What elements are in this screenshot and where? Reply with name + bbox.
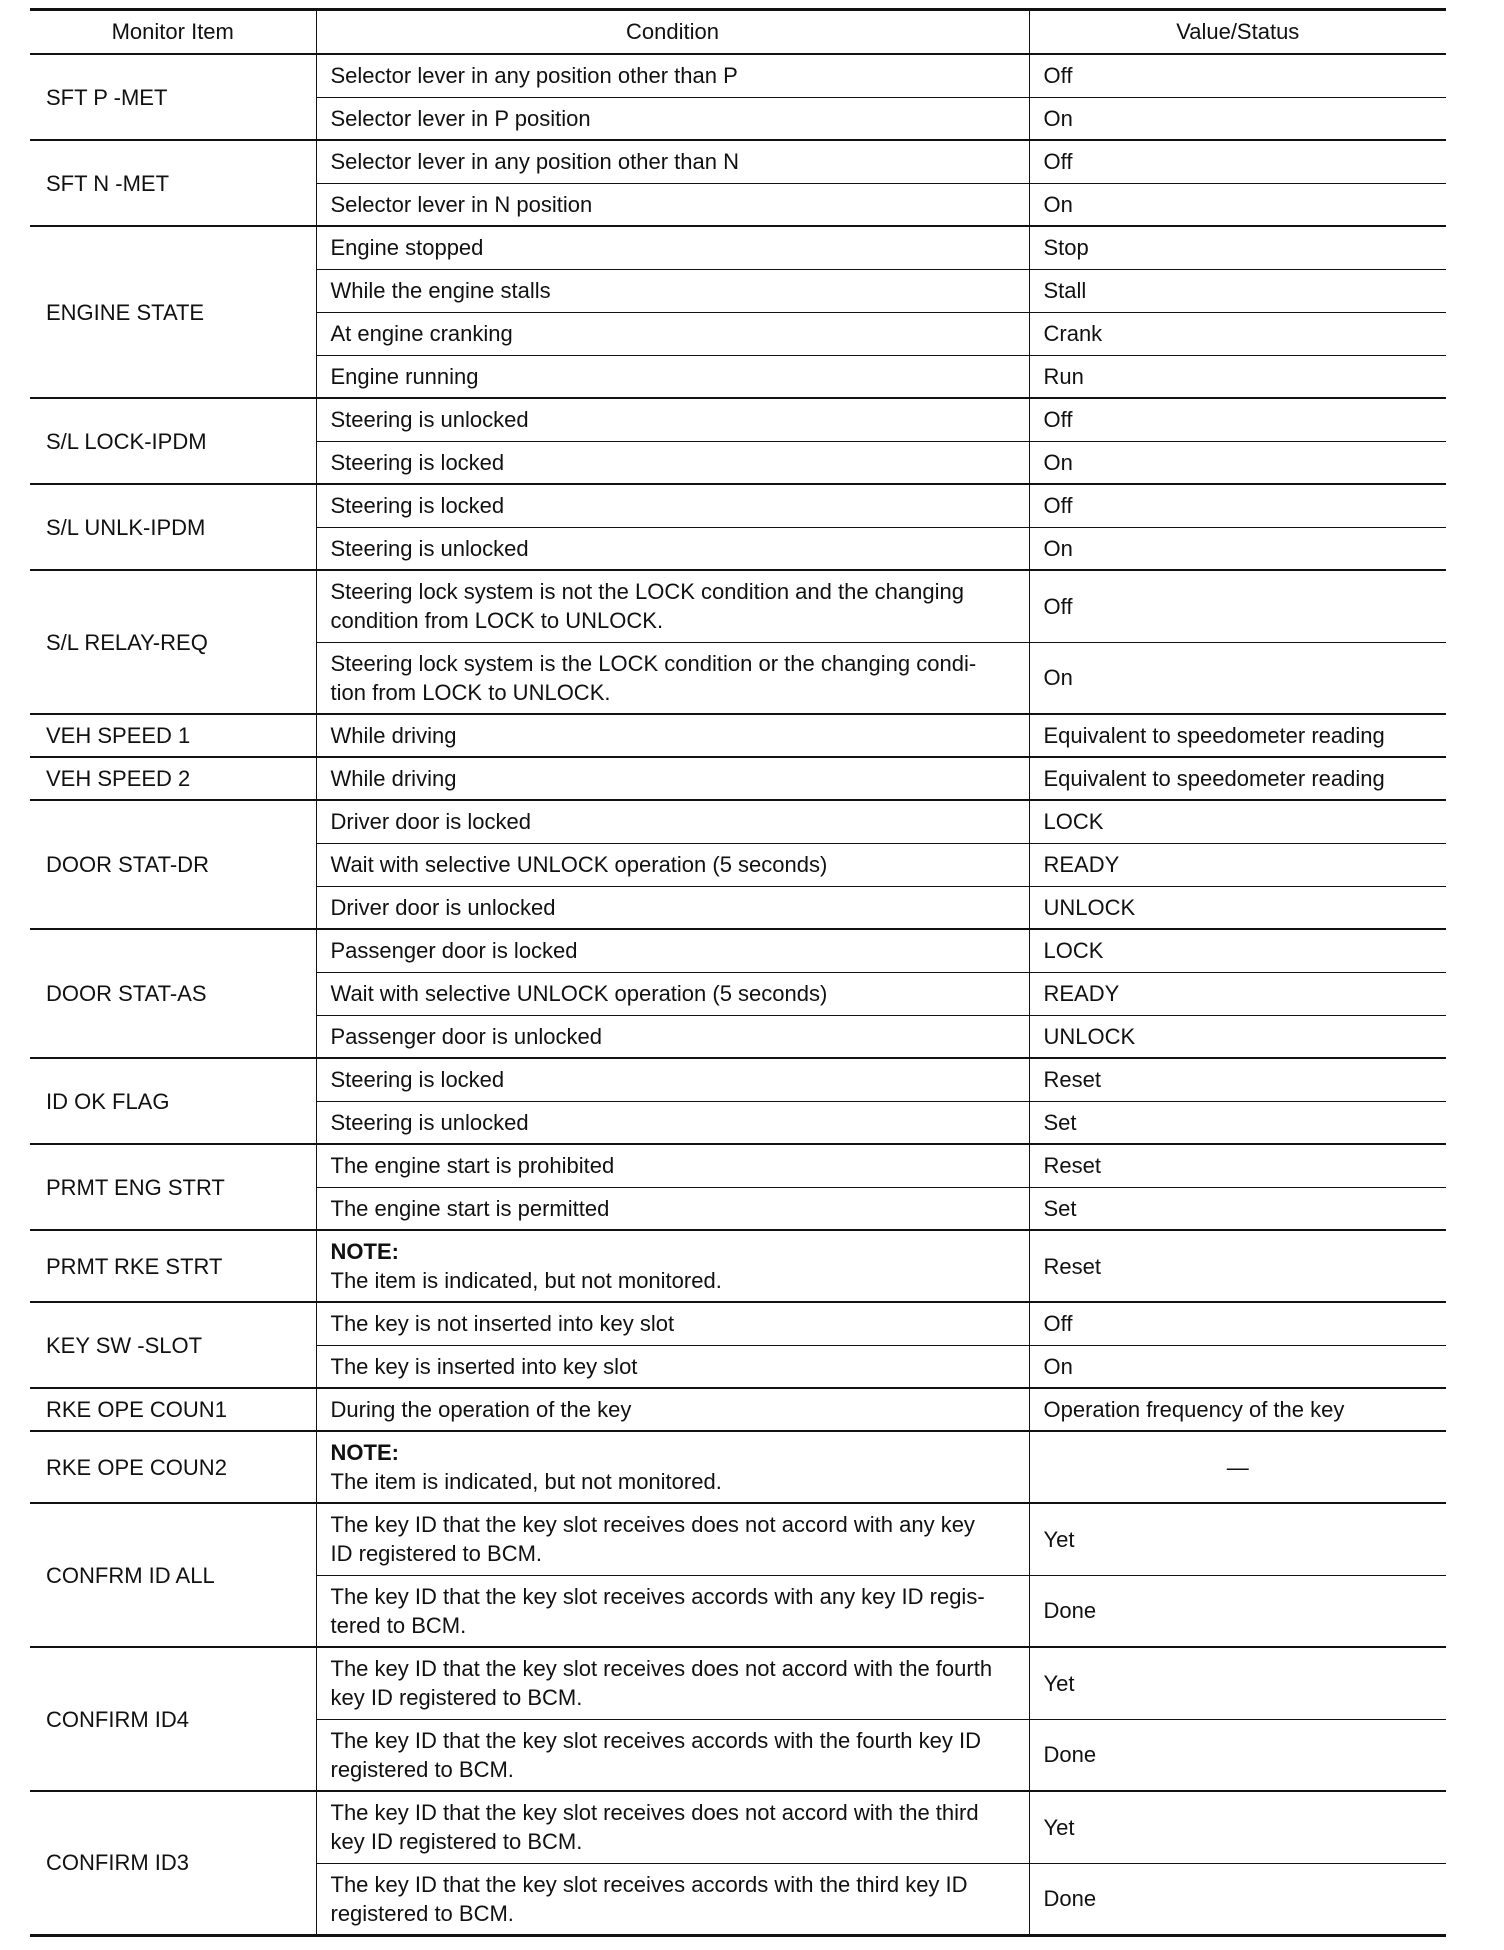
condition-cell (316, 972, 1029, 1015)
monitor-item-cell: VEH SPEED 2 (30, 757, 316, 800)
monitor-item-cell: DOOR STAT-AS (30, 929, 316, 1058)
value-status-cell: UNLOCK (1029, 1015, 1446, 1058)
condition-cell (316, 1575, 1029, 1647)
monitor-item-cell: ENGINE STATE (30, 226, 316, 398)
condition-text: Driver door is locked (330, 809, 532, 835)
condition-cell (316, 269, 1029, 312)
condition-cell (316, 1230, 1029, 1302)
condition-cell (316, 1015, 1029, 1058)
condition-cell (316, 97, 1029, 140)
condition-text: Selector lever in any position other than P (330, 63, 738, 89)
condition-cell (316, 54, 1029, 97)
monitor-item-cell: CONFIRM ID3 (30, 1791, 316, 1935)
table-row (30, 1230, 1446, 1302)
header-condition: Condition (316, 10, 1029, 55)
value-status-cell: Reset (1029, 1230, 1446, 1302)
value-status-cell: Yet (1029, 1791, 1446, 1863)
table-row (30, 1302, 1446, 1345)
value-status-cell: Stall (1029, 269, 1446, 312)
condition-text: Steering is unlocked (330, 1109, 529, 1135)
condition-cell (316, 1302, 1029, 1345)
value-status-cell: Set (1029, 1187, 1446, 1230)
condition-cell (316, 800, 1029, 843)
condition-text: The key ID that the key slot receives accords with the fourth key ID registered to BCM. (330, 1727, 982, 1782)
monitor-item-cell: S/L RELAY-REQ (30, 570, 316, 714)
condition-text: The key ID that the key slot receives does not accord with any key ID registered to BCM. (330, 1512, 975, 1567)
table-row (30, 1647, 1446, 1719)
condition-text: The key ID that the key slot receives does not accord with the third key ID registered to BCM. (330, 1800, 979, 1855)
condition-text: The key is inserted into key slot (330, 1353, 638, 1379)
condition-cell (316, 398, 1029, 441)
condition-text: Steering is locked (330, 493, 505, 519)
table-row (30, 226, 1446, 269)
condition-text: Passenger door is locked (330, 938, 578, 964)
value-status-cell: Reset (1029, 1144, 1446, 1187)
condition-cell (316, 484, 1029, 527)
condition-text: While driving (330, 723, 457, 748)
condition-text: Steering is unlocked (330, 535, 529, 561)
condition-text: While the engine stalls (330, 278, 551, 303)
value-status-cell: Equivalent to speedometer reading (1029, 757, 1446, 800)
value-status-cell: Stop (1029, 226, 1446, 269)
value-status-cell: On (1029, 1345, 1446, 1388)
header-row (30, 10, 1446, 55)
condition-text: Steering lock system is not the LOCK condition and the changing condition from LOCK to UNLOCK. (330, 579, 964, 634)
condition-text: During the operation of the key (330, 1397, 632, 1422)
condition-cell (316, 355, 1029, 398)
condition-cell (316, 757, 1029, 800)
value-status-cell: Off (1029, 398, 1446, 441)
condition-text: The key ID that the key slot receives does not accord with the fourth key ID registered to BCM. (330, 1656, 993, 1711)
condition-text: The engine start is prohibited (330, 1153, 615, 1179)
monitor-item-cell: S/L UNLK-IPDM (30, 484, 316, 570)
table-row (30, 929, 1446, 972)
table-body (30, 54, 1446, 1935)
value-status-cell: Done (1029, 1719, 1446, 1791)
condition-text: While driving (330, 766, 457, 791)
condition-cell (316, 140, 1029, 183)
value-status-cell: LOCK (1029, 929, 1446, 972)
monitor-item-cell: VEH SPEED 1 (30, 714, 316, 757)
condition-cell (316, 929, 1029, 972)
monitor-item-cell: SFT N -MET (30, 140, 316, 226)
condition-text: Steering is locked (330, 449, 505, 475)
condition-cell (316, 1863, 1029, 1935)
table-row (30, 1791, 1446, 1863)
condition-text: At engine cranking (330, 321, 513, 346)
value-status-cell: Off (1029, 570, 1446, 642)
condition-cell (316, 714, 1029, 757)
condition-cell (316, 886, 1029, 929)
condition-cell (316, 1647, 1029, 1719)
condition-text: The key ID that the key slot receives accords with the third key ID registered to BCM. (330, 1871, 968, 1926)
condition-cell (316, 642, 1029, 714)
monitor-item-cell: DOOR STAT-DR (30, 800, 316, 929)
value-status-cell: Off (1029, 140, 1446, 183)
value-status-cell: — (1029, 1431, 1446, 1503)
value-status-cell: On (1029, 183, 1446, 226)
condition-text: Wait with selective UNLOCK operation (5 seconds) (330, 852, 828, 877)
value-status-cell: READY (1029, 972, 1446, 1015)
condition-text: Wait with selective UNLOCK operation (5 seconds) (330, 981, 828, 1006)
value-status-cell: LOCK (1029, 800, 1446, 843)
value-status-cell: Crank (1029, 312, 1446, 355)
table-row (30, 1144, 1446, 1187)
table-row (30, 398, 1446, 441)
condition-text: The key is not inserted into key slot (330, 1311, 675, 1337)
condition-cell (316, 183, 1029, 226)
table-row (30, 54, 1446, 97)
condition-cell (316, 441, 1029, 484)
value-status-cell: Off (1029, 484, 1446, 527)
table-row (30, 1431, 1446, 1503)
value-status-cell: On (1029, 527, 1446, 570)
condition-text: Selector lever in any position other than N (330, 149, 739, 175)
condition-text: The item is indicated, but not monitored. (330, 1268, 722, 1293)
condition-text: Driver door is unlocked (330, 894, 556, 920)
condition-text: The key ID that the key slot receives accords with any key ID regis- tered to BCM. (330, 1583, 985, 1638)
value-status-cell: Yet (1029, 1503, 1446, 1575)
table-row (30, 1388, 1446, 1431)
value-status-cell: Equivalent to speedometer reading (1029, 714, 1446, 757)
value-status-cell: On (1029, 97, 1446, 140)
monitor-item-cell: RKE OPE COUN1 (30, 1388, 316, 1431)
table-row (30, 714, 1446, 757)
monitor-item-cell: RKE OPE COUN2 (30, 1431, 316, 1503)
value-status-cell: On (1029, 642, 1446, 714)
condition-text: Engine running (330, 363, 479, 389)
value-status-cell: On (1029, 441, 1446, 484)
condition-text: The item is indicated, but not monitored. (330, 1469, 722, 1494)
value-status-cell: UNLOCK (1029, 886, 1446, 929)
table-row (30, 800, 1446, 843)
condition-cell (316, 226, 1029, 269)
table-row (30, 1058, 1446, 1101)
condition-cell (316, 843, 1029, 886)
table-row (30, 757, 1446, 800)
value-status-cell: Reset (1029, 1058, 1446, 1101)
note-label: NOTE: (330, 1239, 399, 1264)
condition-cell (316, 1058, 1029, 1101)
table-row (30, 570, 1446, 642)
value-status-cell: Run (1029, 355, 1446, 398)
condition-text: Engine stopped (330, 235, 484, 261)
monitor-item-cell: ID OK FLAG (30, 1058, 316, 1144)
value-status-cell: Off (1029, 1302, 1446, 1345)
condition-cell (316, 570, 1029, 642)
value-status-cell: Set (1029, 1101, 1446, 1144)
condition-text: Steering lock system is the LOCK condition or the changing condi- tion from LOCK to UNLOCK. (330, 650, 977, 705)
monitor-item-cell: CONFIRM ID4 (30, 1647, 316, 1791)
condition-cell (316, 1719, 1029, 1791)
header-monitor-item: Monitor Item (30, 10, 316, 55)
value-status-cell: READY (1029, 843, 1446, 886)
monitor-item-cell: CONFRM ID ALL (30, 1503, 316, 1647)
monitor-item-cell: PRMT RKE STRT (30, 1230, 316, 1302)
condition-cell (316, 1101, 1029, 1144)
value-status-cell: Off (1029, 54, 1446, 97)
monitor-item-cell: S/L LOCK-IPDM (30, 398, 316, 484)
condition-cell (316, 1431, 1029, 1503)
condition-text: Selector lever in N position (330, 191, 593, 217)
table-row (30, 484, 1446, 527)
condition-text: Selector lever in P position (330, 105, 591, 131)
monitor-item-table (30, 8, 1446, 1937)
value-status-cell: Yet (1029, 1647, 1446, 1719)
condition-cell (316, 1187, 1029, 1230)
condition-cell (316, 1791, 1029, 1863)
condition-cell (316, 1503, 1029, 1575)
value-status-cell: Done (1029, 1575, 1446, 1647)
condition-text: Steering is unlocked (330, 407, 529, 433)
monitor-item-cell: KEY SW -SLOT (30, 1302, 316, 1388)
condition-text: The engine start is permitted (330, 1195, 610, 1221)
condition-cell (316, 1144, 1029, 1187)
monitor-item-cell: PRMT ENG STRT (30, 1144, 316, 1230)
condition-text: Passenger door is unlocked (330, 1023, 602, 1049)
table-row (30, 140, 1446, 183)
value-status-cell: Done (1029, 1863, 1446, 1935)
condition-cell (316, 527, 1029, 570)
note-label: NOTE: (330, 1440, 399, 1465)
condition-cell (316, 1345, 1029, 1388)
condition-cell (316, 1388, 1029, 1431)
condition-text: Steering is locked (330, 1067, 505, 1093)
condition-cell (316, 312, 1029, 355)
monitor-item-cell: SFT P -MET (30, 54, 316, 140)
value-status-cell: Operation frequency of the key (1029, 1388, 1446, 1431)
table-row (30, 1503, 1446, 1575)
header-value-status: Value/Status (1029, 10, 1446, 55)
